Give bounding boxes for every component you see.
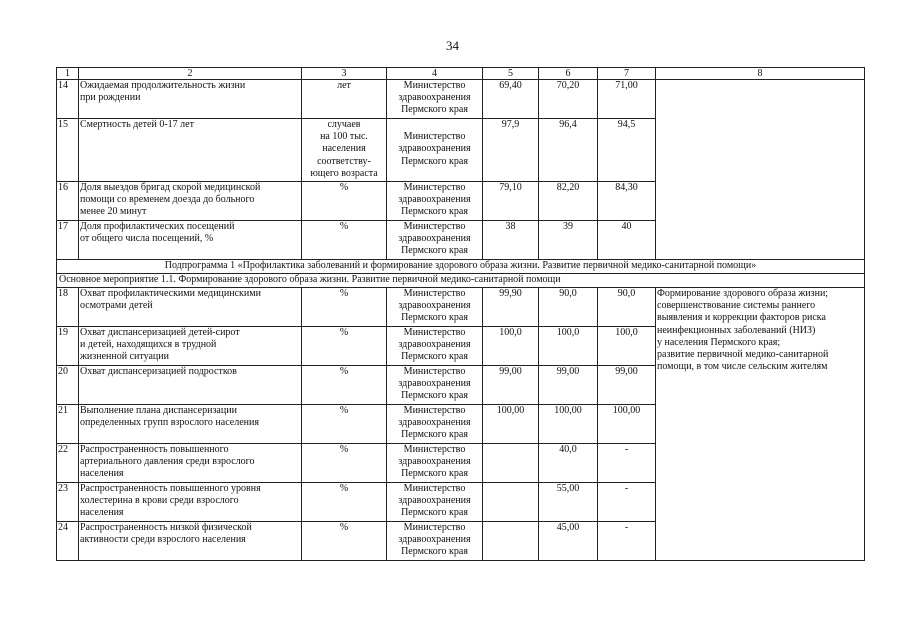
value-col6: 40,0 [539,444,598,483]
row-number: 15 [57,119,79,182]
indicator-name: Доля профилактических посещений от общего числа посещений, % [79,221,302,260]
value-col6: 39 [539,221,598,260]
responsible: Министерство здравоохранения Пермского края [387,522,483,561]
value-col7: - [598,444,656,483]
row-number: 19 [57,327,79,366]
value-col7: - [598,483,656,522]
value-col5: 97,9 [483,119,539,182]
responsible: Министерство здравоохранения Пермского края [387,483,483,522]
value-col5: 100,0 [483,327,539,366]
unit: % [302,405,387,444]
value-col5 [483,522,539,561]
value-col6: 96,4 [539,119,598,182]
value-col6: 99,00 [539,366,598,405]
indicator-name: Распространенность повышенного уровня холестерина в крови среди взрослого населения [79,483,302,522]
subprogram-title: Подпрограмма 1 «Профилактика заболеваний и формирование здорового образа жизни. Развитие первичной медико-санитарной помощи» [57,260,865,274]
unit: лет [302,80,387,119]
value-col5 [483,483,539,522]
responsible: Министерство здравоохранения Пермского края [387,366,483,405]
value-col5: 99,90 [483,288,539,327]
row-number: 14 [57,80,79,119]
value-col6: 55,00 [539,483,598,522]
header-cell: 1 [57,68,79,80]
indicator-name: Доля выездов бригад скорой медицинской помощи со временем доезда до больного менее 20 минут [79,182,302,221]
indicator-name: Охват диспансеризацией подростков [79,366,302,405]
value-col6: 100,0 [539,327,598,366]
responsible: Министерство здравоохранения Пермского края [387,221,483,260]
header-cell: 5 [483,68,539,80]
col8-description: Формирование здорового образа жизни; совершенствование системы раннего выявления и коррекции факторов риска неинфекционных заболеваний (НИЗ) у населения Пермского края; развитие первичной медико-санитарной помощи, в том числе сельским жителям [656,288,865,561]
value-col6: 90,0 [539,288,598,327]
value-col7: 99,00 [598,366,656,405]
indicator-name: Распространенность повышенного артериального давления среди взрослого населения [79,444,302,483]
value-col5 [483,444,539,483]
value-col7: 100,00 [598,405,656,444]
header-cell: 2 [79,68,302,80]
indicator-name: Распространенность низкой физической активности среди взрослого населения [79,522,302,561]
indicator-name: Охват профилактическими медицинскими осмотрами детей [79,288,302,327]
value-col7: - [598,522,656,561]
unit: % [302,327,387,366]
responsible: Министерство здравоохранения Пермского края [387,119,483,182]
unit: % [302,182,387,221]
value-col5: 100,00 [483,405,539,444]
responsible: Министерство здравоохранения Пермского края [387,405,483,444]
indicator-name: Ожидаемая продолжительность жизни при рождении [79,80,302,119]
unit: случаев на 100 тыс. населения соответству- ющего возраста [302,119,387,182]
responsible: Министерство здравоохранения Пермского края [387,288,483,327]
value-col7: 90,0 [598,288,656,327]
unit: % [302,444,387,483]
table-row [57,80,865,119]
value-col6: 82,20 [539,182,598,221]
indicator-name: Смертность детей 0-17 лет [79,119,302,182]
header-cell: 8 [656,68,865,80]
value-col5: 79,10 [483,182,539,221]
row-number: 18 [57,288,79,327]
value-col7: 84,30 [598,182,656,221]
unit: % [302,221,387,260]
value-col5: 38 [483,221,539,260]
responsible: Министерство здравоохранения Пермского края [387,327,483,366]
value-col6: 45,00 [539,522,598,561]
col8-empty-cell [656,80,865,260]
value-col6: 100,00 [539,405,598,444]
value-col7: 94,5 [598,119,656,182]
row-number: 17 [57,221,79,260]
value-col7: 40 [598,221,656,260]
unit: % [302,522,387,561]
subprogram-row [57,260,865,274]
header-cell: 7 [598,68,656,80]
value-col7: 100,0 [598,327,656,366]
indicator-name: Охват диспансеризацией детей-сирот и детей, находящихся в трудной жизненной ситуации [79,327,302,366]
header-row [57,68,865,80]
responsible: Министерство здравоохранения Пермского края [387,80,483,119]
row-number: 24 [57,522,79,561]
main-activity-row [57,274,865,288]
row-number: 23 [57,483,79,522]
table-row [57,288,865,327]
unit: % [302,366,387,405]
header-cell: 4 [387,68,483,80]
header-cell: 3 [302,68,387,80]
indicator-name: Выполнение плана диспансеризации определенных групп взрослого населения [79,405,302,444]
value-col5: 99,00 [483,366,539,405]
unit: % [302,288,387,327]
indicators-table [56,67,865,561]
unit: % [302,483,387,522]
main-activity-title: Основное мероприятие 1.1. Формирование здорового образа жизни. Развитие первичной медико-санитарной помощи [57,274,865,288]
row-number: 20 [57,366,79,405]
row-number: 22 [57,444,79,483]
page-number: 34 [446,38,459,53]
value-col6: 70,20 [539,80,598,119]
responsible: Министерство здравоохранения Пермского края [387,182,483,221]
value-col7: 71,00 [598,80,656,119]
header-cell: 6 [539,68,598,80]
row-number: 21 [57,405,79,444]
value-col5: 69,40 [483,80,539,119]
row-number: 16 [57,182,79,221]
responsible: Министерство здравоохранения Пермского края [387,444,483,483]
